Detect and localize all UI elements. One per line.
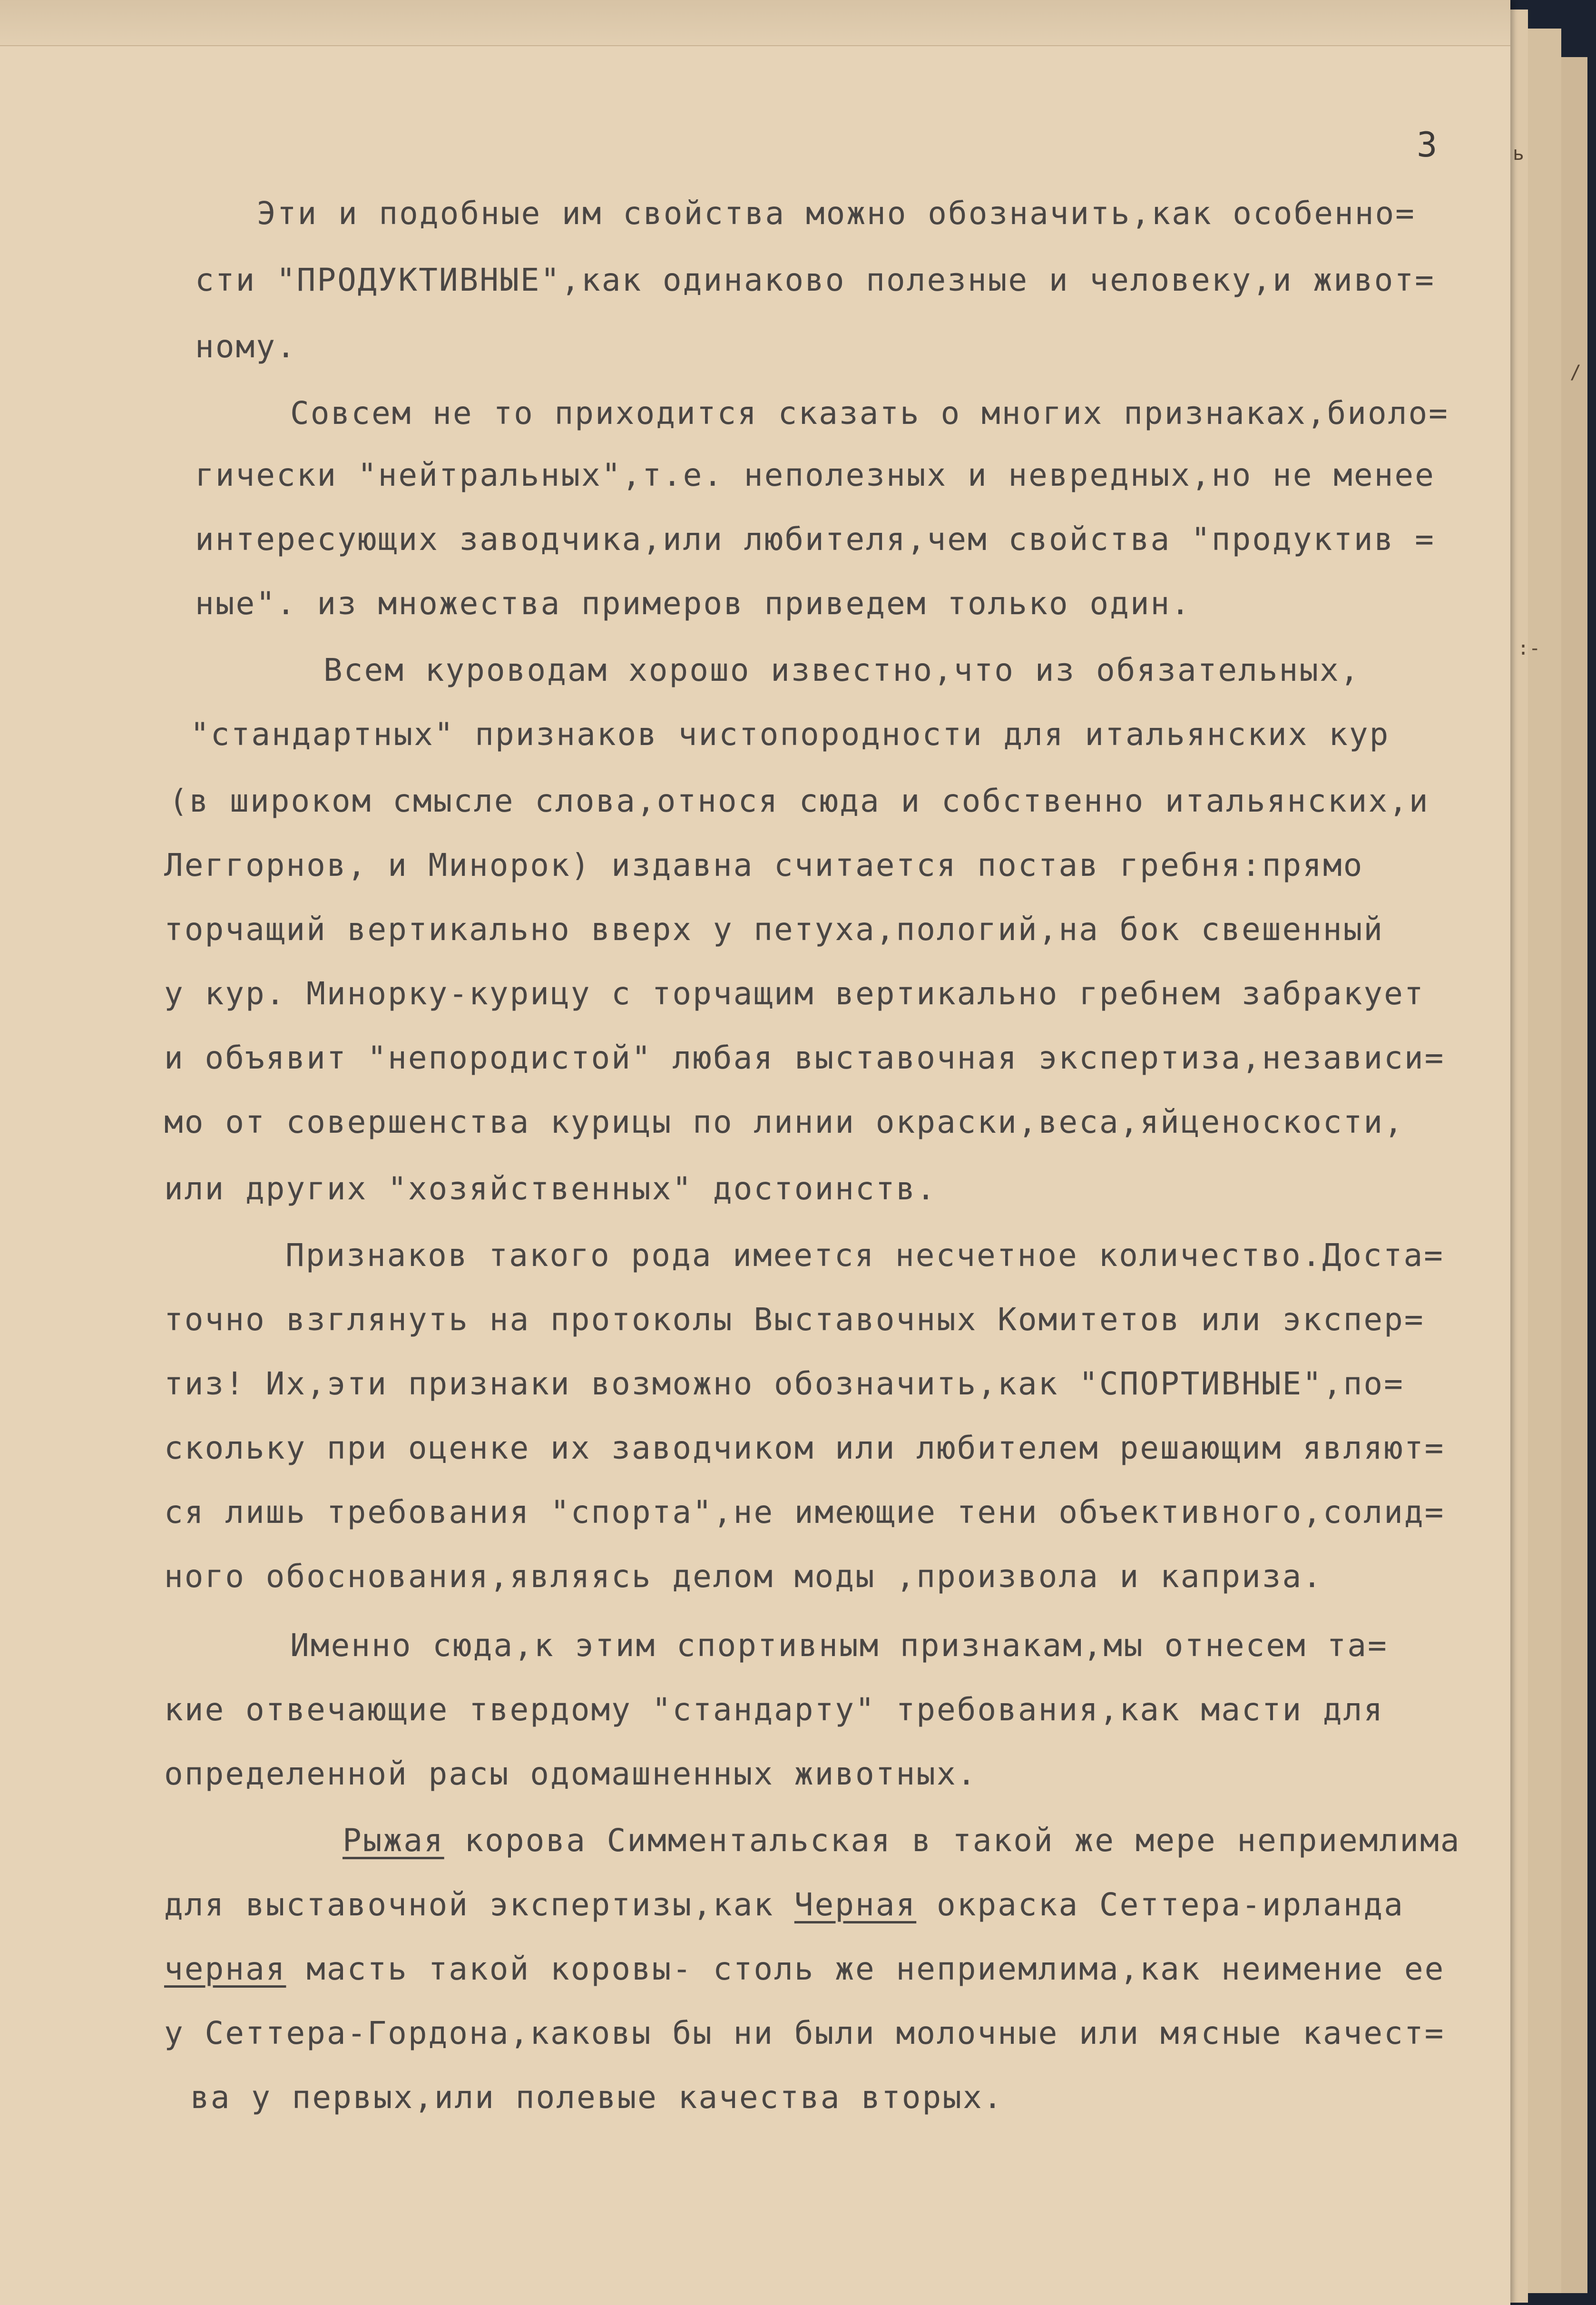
text-line: Леггорнов, и Минорок) издавна считается постав гребня:прямо bbox=[164, 847, 1364, 883]
text-line: мо от совершенства курицы по линии окраски,веса,яйценоскости, bbox=[164, 1104, 1404, 1140]
text-line: интересующих заводчика,или любителя,чем свойства "продуктив = bbox=[195, 521, 1435, 558]
text-line: ва у первых,или полевые качества вторых. bbox=[190, 2079, 1004, 2116]
text-line: ные". из множества примеров приведем только один. bbox=[195, 585, 1192, 622]
text-line: гически "нейтральных",т.е. неполезных и невредных,но не менее bbox=[195, 457, 1435, 493]
underlined-word: Рыжая bbox=[343, 1822, 444, 1859]
text-line: (в широком смысле слова,относя сюда и собственно итальянских,и bbox=[169, 783, 1430, 819]
text-line: Всем куроводам хорошо известно,что из обязательных, bbox=[323, 652, 1361, 688]
text-line: точно взглянуть на протоколы Выставочных Комитетов или экспер= bbox=[164, 1301, 1425, 1338]
underlined-word: черная bbox=[164, 1951, 286, 1987]
edge-mark: :- bbox=[1518, 638, 1541, 659]
text-line-underlined-start bbox=[164, 1951, 1445, 1987]
text-line-rest: корова Симментальская в такой же мере неприемлима bbox=[444, 1822, 1461, 1859]
text-line: и объявит "непородистой" любая выставочная экспертиза,независи= bbox=[164, 1040, 1445, 1076]
text-line: или других "хозяйственных" достоинств. bbox=[164, 1170, 937, 1207]
text-line: Признаков такого рода имеется несчетное количество.Доста= bbox=[285, 1237, 1444, 1274]
text-line: ному. bbox=[195, 328, 297, 365]
text-line: тиз! Их,эти признаки возможно обозначить,как "СПОРТИВНЫЕ",по= bbox=[164, 1365, 1404, 1402]
text-line: кие отвечающие твердому "стандарту" требования,как масти для bbox=[164, 1691, 1384, 1728]
text-line: "стандартных" признаков чистопородности для итальянских кур bbox=[190, 716, 1390, 753]
text-line: торчащий вертикально вверх у петуха,пологий,на бок свешенный bbox=[164, 911, 1384, 948]
text-line: определенной расы одомашненных животных. bbox=[164, 1756, 978, 1792]
text-line: ного обоснования,являясь делом моды ,произвола и каприза. bbox=[164, 1558, 1323, 1595]
text-line: Именно сюда,к этим спортивным признакам,мы отнесем та= bbox=[290, 1627, 1388, 1664]
text-line: Совсем не то приходится сказать о многих признаках,биоло= bbox=[290, 395, 1449, 432]
text-line: для выставочной экспертизы,как Черная окраска Сеттера-ирланда bbox=[164, 1886, 1404, 1923]
text-line: ся лишь требования "спорта",не имеющие тени объективного,солид= bbox=[164, 1494, 1445, 1530]
text-line: скольку при оценке их заводчиком или любителем решающим являют= bbox=[164, 1430, 1445, 1466]
underlined-word: Черная bbox=[794, 1886, 917, 1923]
text-line: Эти и подобные им свойства можно обозначить,как особенно= bbox=[257, 195, 1416, 232]
text-line: у Сеттера-Гордона,каковы бы ни были молочные или мясные качест= bbox=[164, 2015, 1445, 2051]
text-line: у кур. Минорку-курицу с торчащим вертикально гребнем забракует bbox=[164, 975, 1425, 1012]
edge-mark: / bbox=[1570, 362, 1582, 383]
text-line: сти "ПРОДУКТИВНЫЕ",как одинаково полезные и человеку,и живот= bbox=[195, 262, 1435, 298]
page-number: 3 bbox=[1417, 125, 1438, 165]
edge-mark: ь bbox=[1513, 143, 1525, 165]
text-line-rest: масть такой коровы- столь же неприемлима,как неимение ее bbox=[286, 1951, 1445, 1987]
text-line-underlined-start bbox=[343, 1822, 1460, 1859]
